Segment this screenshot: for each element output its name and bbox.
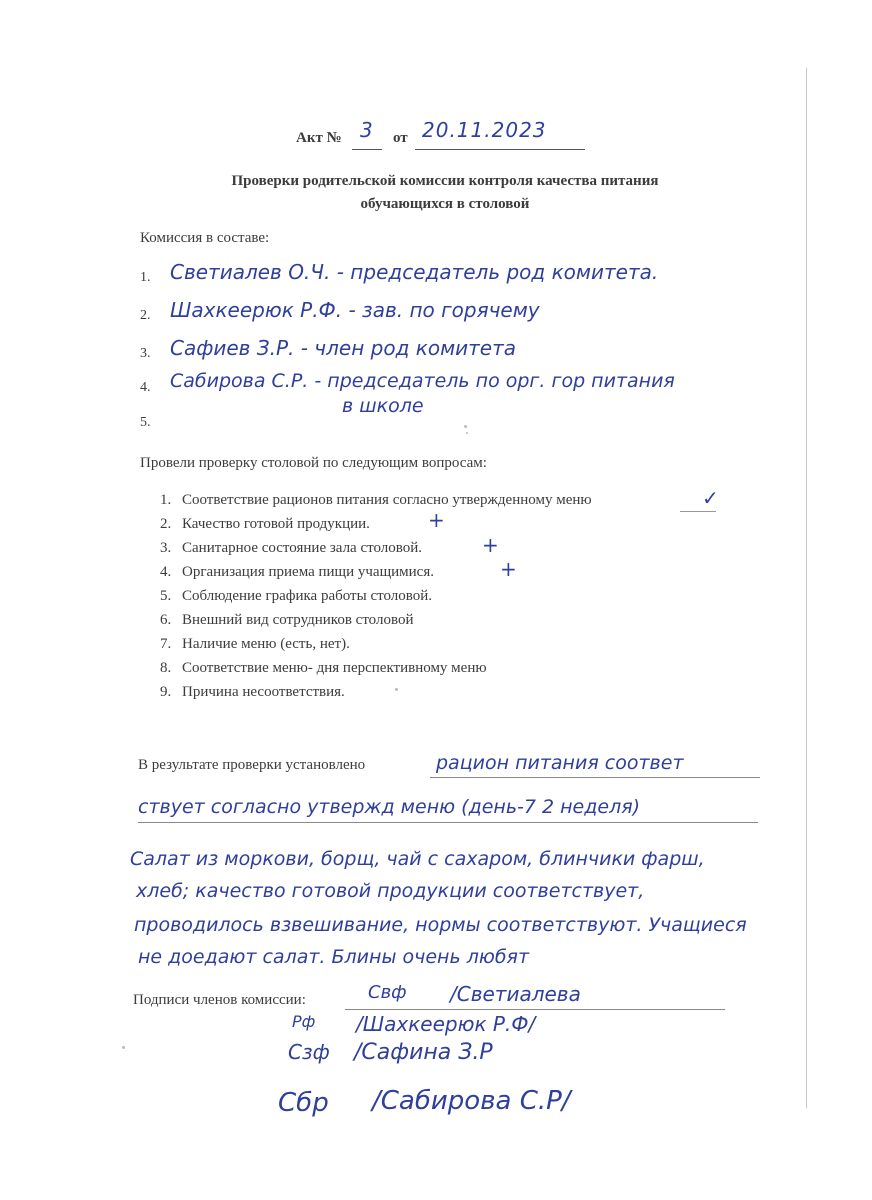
act-date-underline bbox=[415, 149, 585, 150]
question-item bbox=[160, 660, 487, 677]
scan-speck bbox=[395, 688, 398, 691]
question-number: 6. bbox=[160, 612, 172, 628]
question-item bbox=[160, 564, 434, 581]
signature-scribble: Сзф bbox=[288, 1040, 330, 1064]
signatures-label: Подписи членов комиссии: bbox=[133, 992, 306, 1008]
question-item bbox=[160, 516, 370, 533]
question-number: 4. bbox=[160, 564, 172, 580]
signature-name: /Шахкеерюк Р.Ф/ bbox=[356, 1012, 536, 1036]
result-underline bbox=[430, 777, 760, 778]
question-item bbox=[160, 492, 592, 509]
question-item bbox=[160, 588, 432, 605]
signature-scribble: Сбр bbox=[278, 1088, 329, 1118]
question-text: Наличие меню (есть, нет). bbox=[182, 636, 350, 652]
question-number: 9. bbox=[160, 684, 172, 700]
scan-speck bbox=[464, 425, 467, 428]
check-mark: ✓ bbox=[702, 486, 719, 510]
from-label: от bbox=[393, 130, 408, 146]
member-number: 5. bbox=[140, 415, 151, 430]
question-text: Санитарное состояние зала столовой. bbox=[182, 540, 423, 556]
question-text: Соблюдение графика работы столовой. bbox=[182, 588, 433, 604]
commission-label: Комиссия в составе: bbox=[140, 230, 270, 246]
page-edge-line bbox=[806, 68, 807, 1108]
signature-scribble: Рф bbox=[292, 1012, 316, 1031]
question-number: 8. bbox=[160, 660, 172, 676]
result-underline bbox=[138, 822, 758, 823]
question-number: 7. bbox=[160, 636, 172, 652]
signature-name: /Сафина З.Р bbox=[354, 1040, 493, 1065]
question-text: Причина несоответствия. bbox=[182, 684, 345, 700]
question-number: 2. bbox=[160, 516, 172, 532]
act-number-underline bbox=[352, 149, 382, 150]
question-item bbox=[160, 684, 345, 701]
member-entry: Сабирова С.Р. - председатель по орг. гор питания bbox=[170, 370, 675, 392]
question-item bbox=[160, 636, 350, 653]
check-mark: + bbox=[482, 533, 499, 557]
question-text: Организация приема пищи учащимися. bbox=[182, 564, 434, 580]
answer-underline bbox=[680, 511, 716, 512]
member-entry: Сафиев З.Р. - член род комитета bbox=[170, 336, 517, 360]
act-label: Акт № bbox=[296, 130, 342, 146]
signature-scribble: Свф bbox=[368, 982, 407, 1003]
question-text: Соответствие меню- дня перспективному меню bbox=[182, 660, 487, 676]
signature-underline bbox=[345, 1009, 725, 1010]
member-number: 3. bbox=[140, 346, 151, 361]
result-line: хлеб; качество готовой продукции соответствует, bbox=[136, 880, 645, 902]
member-entry: Светиалев О.Ч. - председатель род комитета. bbox=[170, 260, 659, 284]
question-number: 3. bbox=[160, 540, 172, 556]
result-line: ствует согласно утвержд меню (день-7 2 неделя) bbox=[138, 796, 641, 818]
scan-speck bbox=[466, 432, 468, 434]
result-line: Салат из моркови, борщ, чай с сахаром, блинчики фарш, bbox=[130, 848, 705, 870]
result-label: В результате проверки установлено bbox=[138, 757, 366, 773]
question-text: Качество готовой продукции. bbox=[182, 516, 370, 532]
signature-name: /Светиалева bbox=[450, 982, 581, 1006]
result-line: не доедают салат. Блины очень любят bbox=[138, 946, 530, 968]
question-text: Соответствие рационов питания согласно утвержденному меню bbox=[182, 492, 592, 508]
act-number: 3 bbox=[360, 118, 373, 142]
check-questions-label: Провели проверку столовой по следующим вопросам: bbox=[140, 455, 487, 471]
member-entry-continuation: в школе bbox=[342, 395, 424, 417]
question-number: 1. bbox=[160, 492, 172, 508]
document-title-line-1: Проверки родительской комиссии контроля качества питания bbox=[231, 173, 659, 189]
member-number: 4. bbox=[140, 380, 151, 395]
member-number: 1. bbox=[140, 270, 151, 285]
check-mark: + bbox=[428, 508, 445, 532]
result-line: проводилось взвешивание, нормы соответствуют. Учащиеся bbox=[134, 914, 747, 936]
document-title-line-2: обучающихся в столовой bbox=[360, 196, 530, 212]
question-item bbox=[160, 612, 413, 629]
signature-name: /Сабирова С.Р/ bbox=[372, 1086, 571, 1116]
result-line: рацион питания соответ bbox=[436, 752, 684, 774]
act-date: 20.11.2023 bbox=[422, 118, 547, 142]
question-text: Внешний вид сотрудников столовой bbox=[182, 612, 414, 628]
member-entry: Шахкеерюк Р.Ф. - зав. по горячему bbox=[170, 298, 540, 322]
question-item bbox=[160, 540, 422, 557]
question-number: 5. bbox=[160, 588, 172, 604]
member-number: 2. bbox=[140, 308, 151, 323]
scan-speck bbox=[122, 1046, 125, 1049]
check-mark: + bbox=[500, 557, 517, 581]
